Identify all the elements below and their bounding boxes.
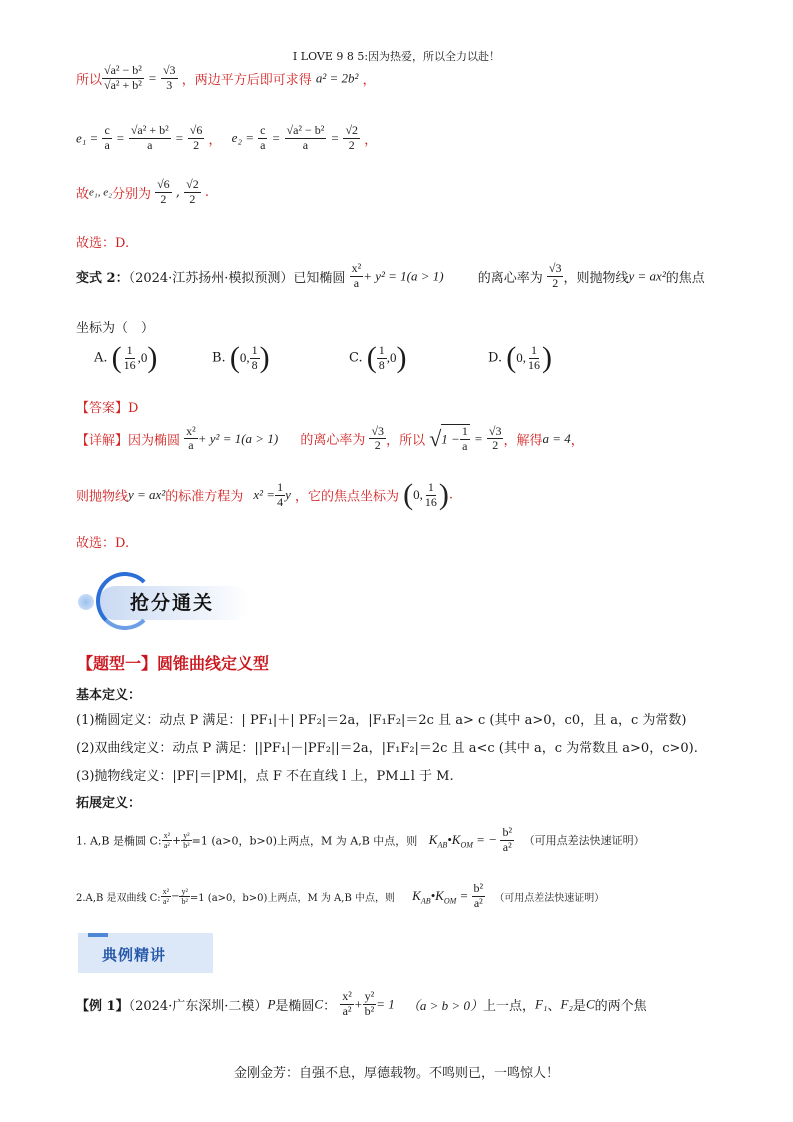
ext1-frac-1 xyxy=(162,831,172,850)
ext1-frac-2-den: b² xyxy=(183,840,190,850)
ext1-op: + xyxy=(172,833,182,847)
detail-root: 1 − xyxy=(441,431,460,447)
ext2-note: （可用点差法快速证明） xyxy=(494,892,605,904)
variant2-line2: 坐标为（ ） xyxy=(76,321,155,336)
conclusion-frac-1 xyxy=(155,178,172,207)
variant2-question xyxy=(76,262,705,291)
ratio-value-numerator: √3 xyxy=(162,63,176,77)
ext2-rhs-frac xyxy=(472,882,486,911)
example1-frac-2-num: y² xyxy=(364,989,375,1003)
example1-op: + xyxy=(353,996,363,1012)
detail2-eq-num: 1 xyxy=(277,479,284,494)
detail2-end: . xyxy=(448,487,454,503)
e1-frac-1 xyxy=(102,124,111,153)
eccentricity-line: e₁ = $\frac{c}{a}$ = $\frac{\text{√a² + b²}}{a}$ = $\frac{√6}{2}$ ， e₂ = $\frac{c}{a}$ = $\frac{\text{√a² − b²}}{a}$ = $\frac{√2}{2}$ ， xyxy=(76,123,378,152)
ext1-k-om: OM xyxy=(460,840,473,850)
e2-frac-2-den: a xyxy=(302,137,309,152)
variant2-ecc-text: 的离心率为 xyxy=(477,270,543,286)
ratio-value-fraction xyxy=(161,64,178,93)
solution-line-1 xyxy=(76,64,376,93)
ext2-k-ab: AB xyxy=(420,896,431,906)
example1-f2: F₂ xyxy=(560,996,573,1012)
ellipse-frac-num: x² xyxy=(351,261,362,275)
solution-line-1-end: ， xyxy=(362,72,376,88)
variant2-label: 变式 2： xyxy=(76,270,129,286)
detail-line-1: 【详解】因为椭圆 $\frac{\text{x²}}{a}$ + y² = 1(a > 1) 的离心率为 $\frac{√3}{2}$ ，所以 √1 − $\frac{1}{a}$ = $\frac{√3}{2}$ ，解得a = 4， xyxy=(76,423,584,453)
e1-frac-3 xyxy=(188,124,205,153)
example1-frac-1 xyxy=(340,990,354,1019)
detail-root-num: 1 xyxy=(461,424,468,438)
e1-frac-3-num: √6 xyxy=(189,123,203,137)
variant2-after: ，则抛物线 xyxy=(563,270,629,286)
example1-label: 【例 1】 xyxy=(76,998,129,1014)
option-c-den: 8 xyxy=(378,357,385,372)
definition-ellipse: (1)椭圆定义：动点 P 满足：| PF₁|＋| PF₂|＝2a，|F₁F₂|＝2c 且 a> c (其中 a>0，c0，且 a，c 为常数) xyxy=(76,713,687,728)
conclusion-vars: e₁, e₂ xyxy=(89,186,112,199)
detail-ellipse-frac xyxy=(184,425,198,454)
detail-label: 【详解】因为椭圆 xyxy=(76,433,181,449)
option-a-num: 1 xyxy=(126,342,133,357)
option-b-frac xyxy=(250,344,260,373)
option-c-num: 1 xyxy=(378,342,385,357)
ext2-mid: =1 (a>0，b>0)上两点，M 为 A,B 中点，则 xyxy=(189,892,395,904)
parabola-eq: y = ax² xyxy=(628,268,666,284)
ext1-note: （可用点差法快速证明） xyxy=(523,834,645,848)
e1-frac-2-den: a xyxy=(147,137,153,152)
ext2-k-2: K xyxy=(435,887,444,903)
extended-definition-2 xyxy=(76,882,604,911)
e1-separator: ， xyxy=(208,132,222,148)
ellipse-frac xyxy=(350,262,364,291)
solution-line-1-prefix: 所以 xyxy=(76,72,103,88)
e2-frac-1-num: c xyxy=(260,123,266,137)
ext2-frac-1-num: x² xyxy=(162,886,170,896)
ext1-rhs-num: b² xyxy=(502,825,513,839)
ellipse-frac-den: a xyxy=(353,275,360,290)
page-footer: 金刚金芳：自强不息，厚德载物。不鸣则已，一鸣惊人！ xyxy=(233,1066,559,1081)
ratio-value-denominator: 3 xyxy=(166,77,173,92)
option-d[interactable]: D. (0, $\frac{1}{16}$ ) xyxy=(488,341,552,374)
ext1-eq: = − xyxy=(476,831,497,847)
option-b-num: 1 xyxy=(251,342,258,357)
example1-sep: 、 xyxy=(547,998,561,1014)
option-a[interactable]: A. ( $\frac{1}{16}$ ,0) xyxy=(94,341,158,374)
ext1-rhs-frac xyxy=(500,826,514,855)
detail2-point-den: 16 xyxy=(424,494,437,509)
conclusion-end: . xyxy=(204,184,209,200)
section-title: 【题型一】圆锥曲线定义型 xyxy=(77,654,270,673)
e2-frac-1-den: a xyxy=(260,137,266,152)
e2-frac-2 xyxy=(285,124,327,153)
example-banner-bar xyxy=(88,933,108,937)
extended-definition-label: 拓展定义： xyxy=(76,796,142,811)
example1-c: C xyxy=(314,996,324,1012)
ext1-frac-1-den: a² xyxy=(163,840,170,850)
ecc-frac-num: √3 xyxy=(548,261,562,275)
option-a-frac xyxy=(122,344,138,373)
detail2-eq-lhs: x² = xyxy=(253,487,276,502)
detail2-mid: 的标准方程为 xyxy=(165,489,244,505)
option-d-den: 16 xyxy=(527,357,540,372)
variant2-answer: 【答案】D xyxy=(76,401,139,416)
conclusion-frac-1-num: √6 xyxy=(157,177,170,191)
option-b-letter: B. xyxy=(212,350,226,366)
e2-frac-1 xyxy=(258,124,267,153)
ext2-frac-2 xyxy=(179,887,189,906)
equals-sign: = xyxy=(148,70,157,86)
conclusion-frac-2-den: 2 xyxy=(189,191,196,206)
choice-line-1: 故选：D. xyxy=(76,236,130,251)
e1-frac-2 xyxy=(129,124,171,153)
ext2-frac-1-den: a² xyxy=(162,896,169,906)
example1-line xyxy=(76,990,647,1019)
detail-a-value: a = 4 xyxy=(542,430,571,446)
section-banner xyxy=(78,572,268,634)
ratio-fraction xyxy=(102,64,144,93)
option-a-letter: A. xyxy=(94,350,108,366)
banner-dot-icon xyxy=(78,594,94,610)
example1-frac-1-num: x² xyxy=(342,989,352,1003)
ext1-dot: • xyxy=(447,831,452,847)
detail-end: ， xyxy=(570,433,584,449)
e1-frac-1-num: c xyxy=(104,123,110,137)
option-d-letter: D. xyxy=(488,350,503,366)
option-d-frac xyxy=(526,344,542,373)
e2-frac-3-den: 2 xyxy=(348,137,355,152)
detail-root-frac xyxy=(460,425,470,454)
ellipse-eq-rest: + y² = 1(a > 1) xyxy=(363,268,444,284)
detail-ecc-num: √3 xyxy=(371,423,385,438)
ext2-frac-1 xyxy=(161,887,171,906)
example1-frac-2-den: b² xyxy=(364,1003,375,1018)
detail-line-2: 则抛物线y = ax²的标准方程为 x² = $\frac{1}{4}$ y ，它的焦点坐标为 (0, $\frac{1}{16}$ ). xyxy=(76,478,454,511)
e2-frac-3-num: √2 xyxy=(345,123,359,137)
detail-rhs-frac xyxy=(487,425,504,454)
example1-f1: F₁ xyxy=(534,996,548,1012)
option-b-den: 8 xyxy=(251,357,258,372)
e2-frac-2-num: √a² − b² xyxy=(286,123,325,137)
e1-label: e₁ = xyxy=(76,130,99,146)
ext2-op: − xyxy=(171,890,180,902)
example1-text1: 是椭圆 xyxy=(275,998,315,1014)
variant2-source: （2024·江苏扬州·模拟预测）已知椭圆 xyxy=(128,270,346,286)
detail2-point-num: 1 xyxy=(427,479,434,494)
ext2-prefix: 2.A,B 是双曲线 C: xyxy=(76,892,161,904)
option-a-second: 0 xyxy=(140,350,148,365)
e1-frac-3-den: 2 xyxy=(193,137,200,152)
e1-frac-1-den: a xyxy=(104,137,110,152)
example1-eq: = 1 xyxy=(376,996,395,1012)
detail-rhs-den: 2 xyxy=(492,438,499,453)
ext1-k-ab: AB xyxy=(437,840,448,850)
ext1-k-2: K xyxy=(451,831,461,847)
e2-label: e₂ = xyxy=(231,130,254,146)
option-c-second: 0 xyxy=(390,350,397,365)
ext2-eq: = xyxy=(459,887,469,903)
ecc-frac xyxy=(547,262,564,291)
choice-line-2: 故选：D. xyxy=(76,536,130,551)
conclusion-frac-2 xyxy=(184,178,201,207)
ext2-k-1: K xyxy=(412,887,421,903)
ext1-frac-2-num: y² xyxy=(183,830,190,840)
detail2-eq-den: 4 xyxy=(277,494,284,509)
ext2-rhs-num: b² xyxy=(473,881,484,895)
example-banner xyxy=(78,933,213,973)
example1-c2: C xyxy=(585,996,595,1012)
detail2-eq-frac xyxy=(275,481,285,510)
extended-definition-1 xyxy=(76,826,645,855)
ext2-dot: • xyxy=(430,887,436,903)
example1-frac-2 xyxy=(363,990,377,1019)
variant2-tail: 的焦点 xyxy=(665,270,705,286)
ext2-rhs-den: a² xyxy=(473,895,483,910)
solution-line-1-suffix: ，两边平方后即可求得 xyxy=(181,72,312,88)
option-a-den: 16 xyxy=(123,357,136,372)
option-c[interactable]: C. ( $\frac{1}{8}$ ,0) xyxy=(349,341,407,374)
option-d-num: 1 xyxy=(530,342,537,357)
detail-ellipse-num: x² xyxy=(186,423,196,438)
example1-p: P xyxy=(267,996,276,1012)
ext1-k-1: K xyxy=(428,831,438,847)
detail-ellipse-rest: + y² = 1(a > 1) xyxy=(197,430,279,446)
e2-frac-3 xyxy=(343,124,360,153)
conclusion-prefix: 故 xyxy=(76,186,90,202)
conclusion-mid: 分别为 xyxy=(111,186,151,202)
result-equation: a² = 2b² xyxy=(315,70,359,86)
definition-hyperbola: (2)双曲线定义：动点 P 满足：||PF₁|－|PF₂||＝2a，|F₁F₂|＝2c 且 a<c (其中 a，c 为常数且 a>0，c>0). xyxy=(76,741,698,756)
conclusion-line: 故e₁, e₂分别为 $\frac{√6}{2}$ , $\frac{√2}{2}$ . xyxy=(76,177,209,206)
detail-root-den: a xyxy=(462,438,468,453)
page-header: I LOVE 9 8 5:因为热爱，所以全力以赴！ xyxy=(292,50,501,63)
example1-frac-1-den: a² xyxy=(342,1003,352,1018)
example1-source: （2024·广东深圳·二模） xyxy=(128,998,268,1014)
detail2-focus: ，它的焦点坐标为 xyxy=(295,489,400,505)
option-c-frac xyxy=(377,344,387,373)
ext2-k-om: OM xyxy=(443,896,457,906)
detail2-point-frac xyxy=(423,481,439,510)
example1-text3: 是 xyxy=(572,998,586,1014)
detail-ecc-den: 2 xyxy=(374,438,381,453)
example1-text2: 上一点， xyxy=(482,998,535,1014)
option-d-first: 0 xyxy=(516,350,523,365)
detail-solve: ，解得 xyxy=(503,433,543,449)
banner-title: 抢分通关 xyxy=(130,592,215,614)
option-b[interactable]: B. (0, $\frac{1}{8}$ ) xyxy=(212,341,270,374)
detail-rhs-num: √3 xyxy=(488,423,502,438)
e2-end: ， xyxy=(364,132,378,148)
basic-definition-label: 基本定义： xyxy=(76,688,142,703)
ext2-frac-2-den: b² xyxy=(181,896,188,906)
option-b-first: 0 xyxy=(239,350,247,365)
example1-colon: ： xyxy=(323,998,337,1014)
detail2-eq-y: y xyxy=(285,487,291,502)
detail2-parabola: y = ax² xyxy=(128,487,166,502)
ratio-denominator: √a² + b² xyxy=(104,77,142,92)
example1-text4: 的两个焦 xyxy=(594,998,647,1014)
ratio-numerator: √a² − b² xyxy=(104,63,142,77)
ecc-frac-den: 2 xyxy=(552,275,559,290)
definition-parabola: (3)抛物线定义：|PF|＝|PM|，点 F 不在直线 l 上，PM⊥l 于 M. xyxy=(76,769,454,784)
ext1-frac-2 xyxy=(181,831,191,850)
detail-ecc-text: 的离心率为 xyxy=(300,433,366,449)
ext1-mid: =1 (a>0，b>0)上两点，M 为 A,B 中点，则 xyxy=(191,834,418,848)
detail2-prefix: 则抛物线 xyxy=(76,489,129,505)
detail-ecc-frac xyxy=(369,425,386,454)
conclusion-frac-2-num: √2 xyxy=(186,177,199,191)
e1-frac-2-num: √a² + b² xyxy=(130,123,169,137)
option-c-letter: C. xyxy=(349,350,363,366)
conclusion-frac-1-den: 2 xyxy=(160,191,167,206)
ext1-frac-1-num: x² xyxy=(163,830,171,840)
ext2-frac-2-num: y² xyxy=(181,886,188,896)
detail-equals: = xyxy=(473,430,483,446)
detail-ellipse-den: a xyxy=(188,438,194,453)
example1-condition: （a > b > 0） xyxy=(406,997,483,1013)
ext1-prefix: 1. A,B 是椭圆 C: xyxy=(76,834,162,848)
ext1-rhs-den: a² xyxy=(502,839,512,854)
example-banner-title: 典例精讲 xyxy=(102,946,167,964)
detail-so: ，所以 xyxy=(386,433,426,449)
